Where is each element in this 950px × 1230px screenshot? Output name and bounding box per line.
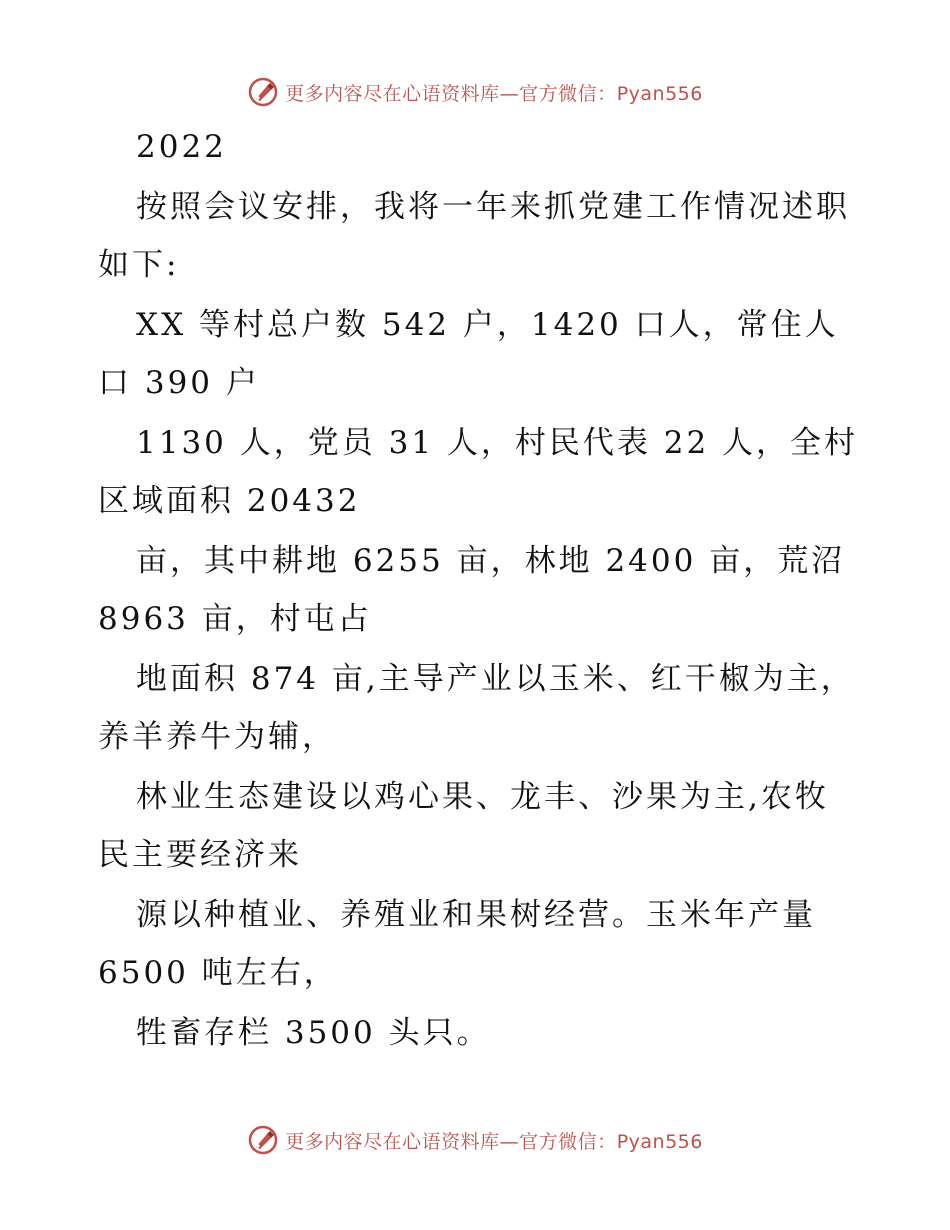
watermark-wechat-id: Pyan556 (616, 82, 703, 105)
doc-line: 如下: (98, 247, 180, 283)
watermark-brand: 更多内容尽在心语资料库 (285, 82, 500, 105)
doc-line: 2022 (136, 129, 227, 165)
footer-watermark (0, 1118, 950, 1162)
watermark-text (285, 79, 703, 106)
doc-line: 林业生态建设以鸡心果、龙丰、沙果为主,农牧 (136, 779, 829, 815)
doc-line: 按照会议安排，我将一年来抓党建工作情况述职 (136, 189, 850, 225)
watermark-wechat-label: 官方微信： (519, 82, 617, 105)
watermark-dash: — (499, 1130, 520, 1153)
watermark-dash: — (499, 82, 520, 105)
doc-line: 1130 人，党员 31 人，村民代表 22 人，全村 (136, 425, 859, 461)
pen-logo-icon (247, 1124, 279, 1156)
doc-line: 源以种植业、养殖业和果树经营。玉米年产量 (136, 897, 816, 933)
doc-line: 地面积 874 亩,主导产业以玉米、红干椒为主， (136, 661, 855, 697)
watermark-brand: 更多内容尽在心语资料库 (285, 1130, 500, 1153)
doc-line: 区域面积 20432 (98, 483, 361, 519)
pen-logo-icon (247, 76, 279, 108)
doc-line: 牲畜存栏 3500 头只。 (136, 1015, 491, 1051)
watermark-text (285, 1127, 703, 1154)
doc-line: 8963 亩，村屯占 (98, 601, 372, 637)
doc-line: 口 390 户 (98, 365, 260, 401)
doc-line: 亩，其中耕地 6255 亩，林地 2400 亩，荒沼 (136, 543, 846, 579)
watermark-wechat-id: Pyan556 (616, 1130, 703, 1153)
header-watermark (0, 70, 950, 114)
doc-line: 养羊养牛为辅， (98, 719, 336, 755)
watermark-wechat-label: 官方微信： (519, 1130, 617, 1153)
doc-line: XX 等村总户数 542 户，1420 口人，常住人 (136, 307, 839, 343)
doc-line: 6500 吨左右， (98, 955, 338, 991)
doc-line: 民主要经济来 (98, 837, 302, 873)
